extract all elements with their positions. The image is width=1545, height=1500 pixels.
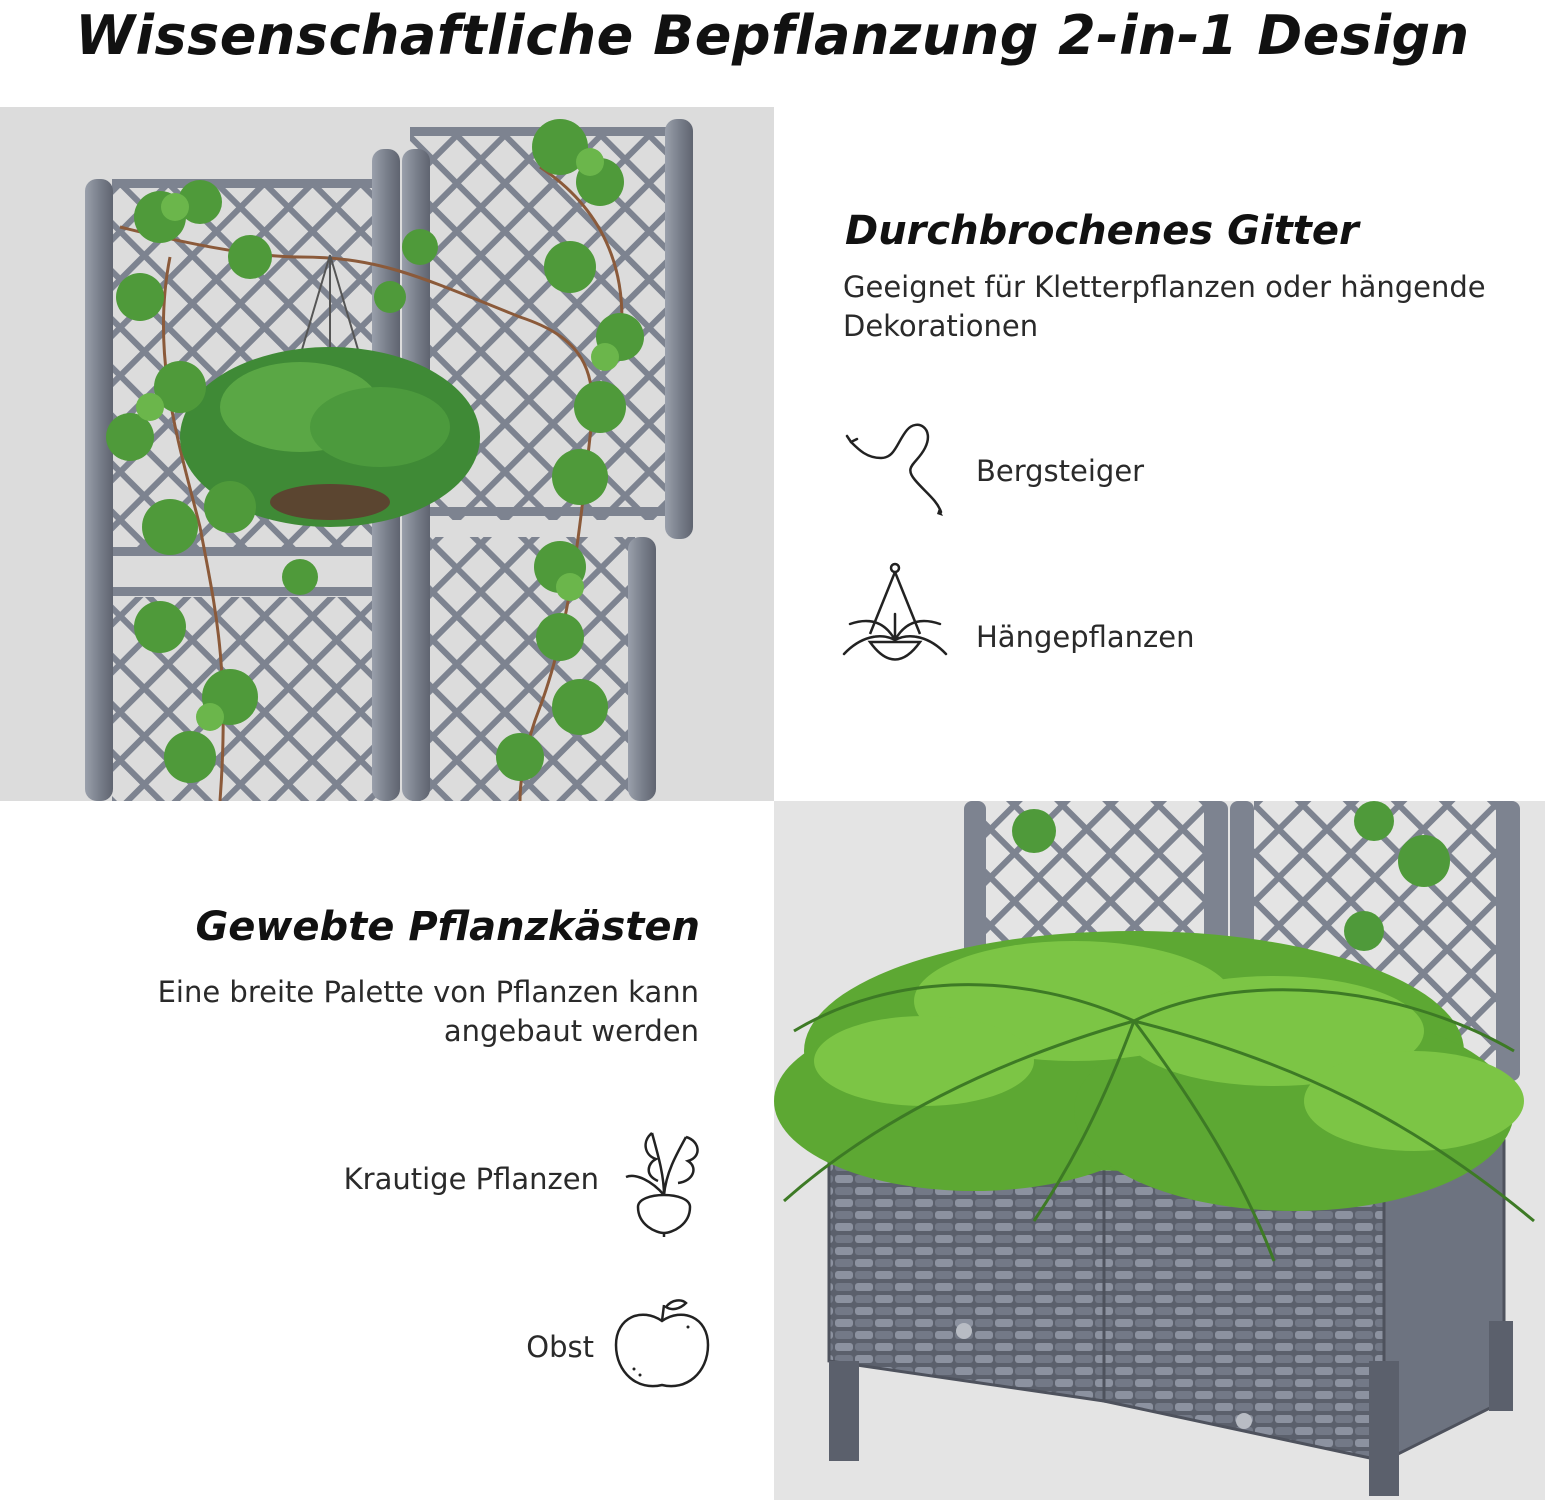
- section-description-pflanzkaesten: Eine breite Palette von Pflanzen kann angebaut werden: [157, 975, 699, 1048]
- trellis-photo: [0, 107, 774, 801]
- radish-icon: [622, 1125, 706, 1237]
- section-heading-pflanzkaesten: Gewebte Pflanzkästen: [195, 904, 700, 950]
- section-description-gitter: Geeignet für Kletterpflanzen oder hängende Dekorationen: [843, 270, 1486, 343]
- feature-label-bergsteiger: Bergsteiger: [976, 454, 1145, 488]
- feature-label-krautige-pflanzen: Krautige Pflanzen: [343, 1162, 599, 1196]
- page-title: Wissenschaftliche Bepflanzung 2-in-1 Design: [75, 4, 1470, 67]
- climbing-vine-icon: [845, 420, 945, 520]
- planter-photo: [774, 801, 1545, 1500]
- feature-label-obst: Obst: [526, 1330, 594, 1364]
- hanging-plant-icon: [840, 562, 950, 672]
- apple-icon: [612, 1297, 712, 1393]
- section-heading-gitter: Durchbrochenes Gitter: [845, 208, 1359, 254]
- feature-label-haengepflanzen: Hängepflanzen: [976, 620, 1195, 654]
